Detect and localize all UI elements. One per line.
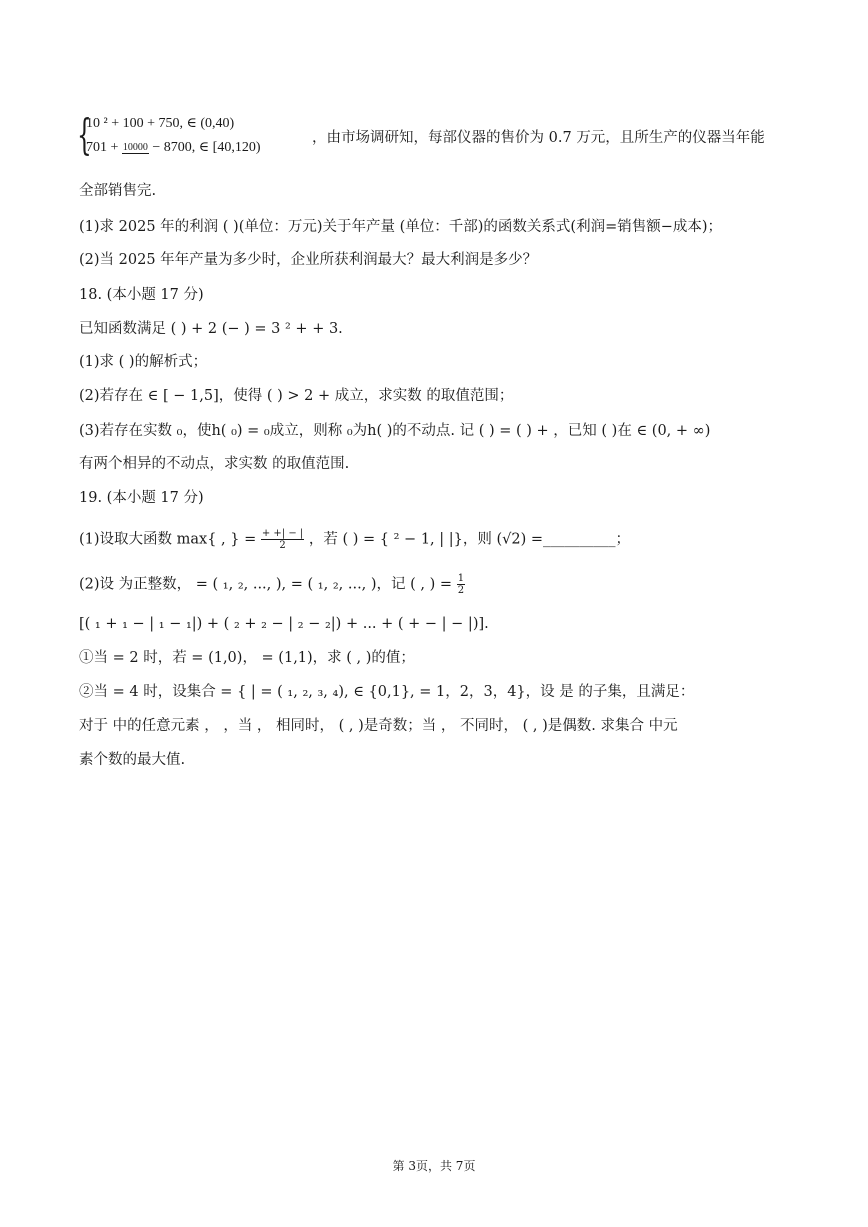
piecewise-case-2 <box>86 138 261 158</box>
fraction-numerator: 1 <box>457 573 465 584</box>
p17-question-2: (2)当 2025 年年产量为多少时，企业所获利润最大？最大利润是多少？ <box>79 252 538 268</box>
p17-line2: 全部销售完. <box>79 183 157 199</box>
p19-header: 19. (本小题 17 分) <box>79 490 204 506</box>
p18-stem: 已知函数满足 ( ) + 2 (− ) = 3 ² + + 3. <box>79 321 343 337</box>
p18-question-2: (2)若存在 ∈ [ − 1,5]，使得 ( ) > 2 + 成立，求实数 的取值范围； <box>79 388 514 404</box>
piecewise-case-1: 10 ² + 100 + 750, ∈ (0,40) <box>86 116 235 131</box>
p19-question-2ii-c: 素个数的最大值. <box>79 752 186 768</box>
p17-line1-tail: ，由市场调研知，每部仪器的售价为 0.7 万元，且所生产的仪器当年能 <box>312 130 765 146</box>
piecewise-case-2-pre: 701 + <box>86 140 119 155</box>
piecewise-fraction <box>122 142 149 154</box>
page-footer: 第 3页，共 7页 <box>392 1159 476 1173</box>
p19-question-2a <box>79 573 465 596</box>
p18-header: 18. (本小题 17 分) <box>79 287 204 303</box>
p17-question-1: (1)求 2025 年的利润 ( )(单位：万元)关于年产量 (单位：千部)的函数关系式(利润=销售额−成本)； <box>79 219 723 235</box>
p19-q1-pre: (1)设取大函数 max{ , } = <box>79 531 257 548</box>
piecewise-brace: { <box>77 110 92 159</box>
fraction-denominator: 2 <box>279 540 286 551</box>
p19-q1-post: ，若 ( ) = { ² − 1, | |}，则 (√2) =__________； <box>308 531 631 548</box>
p19-question-2ii-b: 对于 中的任意元素 ， ，当 ， 相同时， ( , )是奇数；当 ， 不同时， ( , )是偶数. 求集合 中元 <box>79 718 678 734</box>
p18-question-1: (1)求 ( )的解析式； <box>79 354 208 370</box>
p19-question-2ii-a: ②当 = 4 时，设集合 = { | = ( ₁, ₂, ₃, ₄), ∈ {0,1}, = 1，2，3，4}，设 是 的子集，且满足： <box>79 684 695 700</box>
half-fraction <box>457 573 465 596</box>
p19-question-2b: [( ₁ + ₁ − | ₁ − ₁|) + ( ₂ + ₂ − | ₂ − ₂|) + ... + ( + − | − |)]. <box>79 616 489 632</box>
p18-question-3a: (3)若存在实数 ₀，使h( ₀) = ₀成立，则称 ₀为h( )的不动点. 记 ( ) = ( ) + ，已知 ( )在 ∈ (0, + ∞) <box>79 423 711 439</box>
piecewise-case-2-post: − 8700, ∈ [40,120) <box>152 140 261 155</box>
p19-q2a-pre: (2)设 为正整数， = ( ₁, ₂, ..., ), = ( ₁, ₂, ..., )，记 ( , ) = <box>79 576 453 593</box>
max-fraction <box>261 528 304 551</box>
p19-question-2i: ①当 = 2 时，若 = (1,0)， = (1,1)，求 ( , )的值； <box>79 650 415 666</box>
fraction-denominator: 2 <box>457 585 465 596</box>
fraction-numerator: + +| − | <box>261 528 304 539</box>
fraction-numerator: 10000 <box>122 141 148 153</box>
p19-question-1 <box>79 528 630 551</box>
p18-question-3b: 有两个相异的不动点，求实数 的取值范围. <box>79 456 350 472</box>
